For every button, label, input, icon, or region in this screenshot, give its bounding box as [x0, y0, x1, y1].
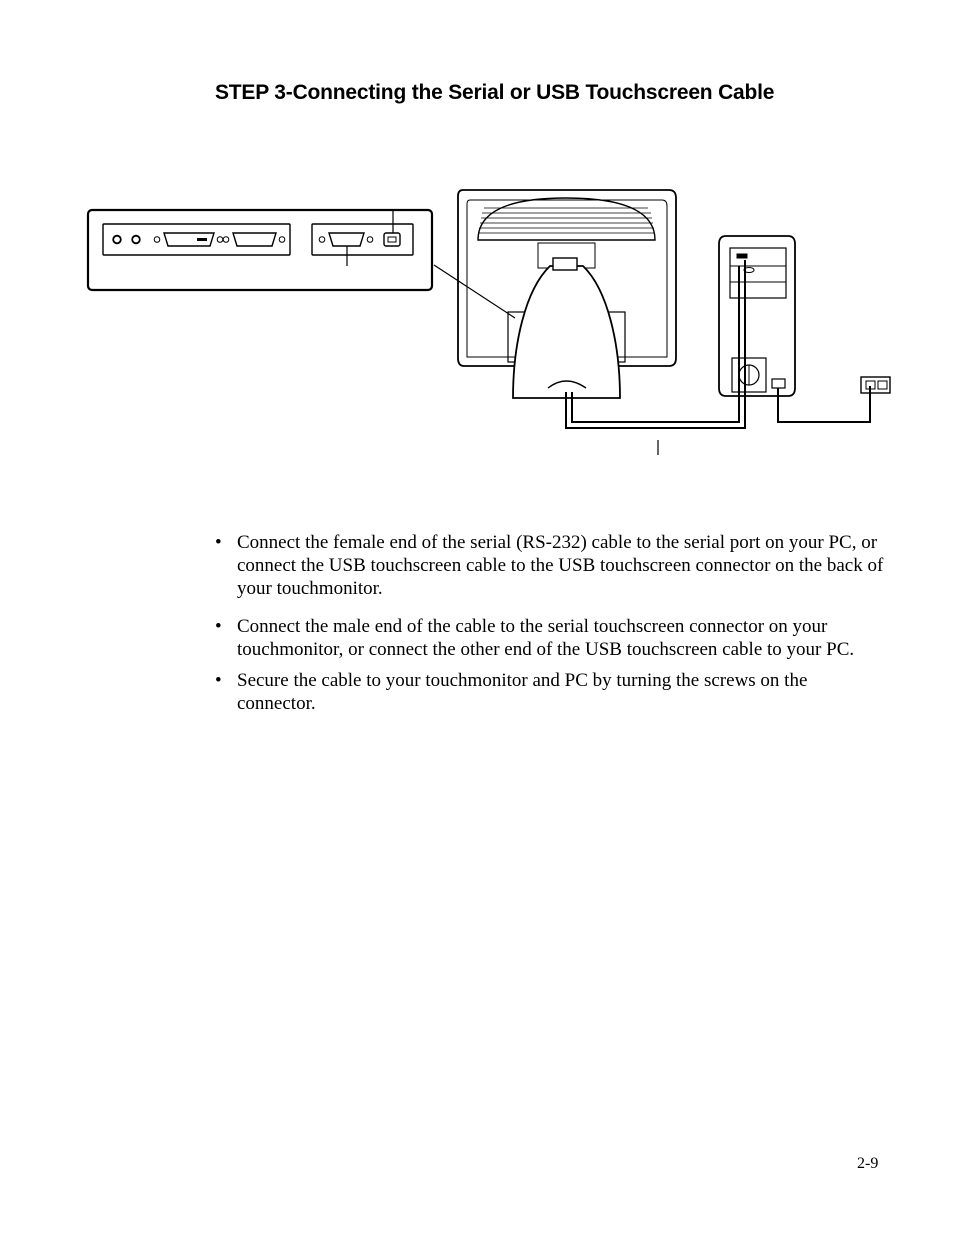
instruction-list — [215, 531, 885, 730]
instruction-text: Connect the female end of the serial (RS-232) cable to the serial port on your PC, or connect the USB touchscreen cable to the USB touchscreen connector on the back of your touchmonitor. — [237, 532, 884, 599]
bullet-icon: • — [215, 670, 222, 691]
list-item — [215, 531, 885, 600]
list-item — [215, 669, 885, 715]
monitor-back-illustration — [458, 190, 676, 398]
instruction-text: Secure the cable to your touchmonitor and PC by turning the screws on the connector. — [237, 670, 808, 714]
bullet-icon: • — [215, 616, 222, 637]
list-item — [215, 615, 885, 661]
wall-outlet-illustration — [861, 377, 890, 393]
bullet-icon: • — [215, 532, 222, 553]
page-title: STEP 3-Connecting the Serial or USB Touchscreen Cable — [215, 81, 775, 104]
cable-connection-illustration — [0, 170, 954, 470]
pc-tower-illustration — [719, 236, 870, 422]
page-number: 2-9 — [857, 1155, 879, 1172]
instruction-text: Connect the male end of the cable to the serial touchscreen connector on your touchmonitor, or connect the other end of the USB touchscreen cable to your PC. — [237, 616, 855, 660]
connector-panel-detail-illustration — [88, 210, 515, 318]
